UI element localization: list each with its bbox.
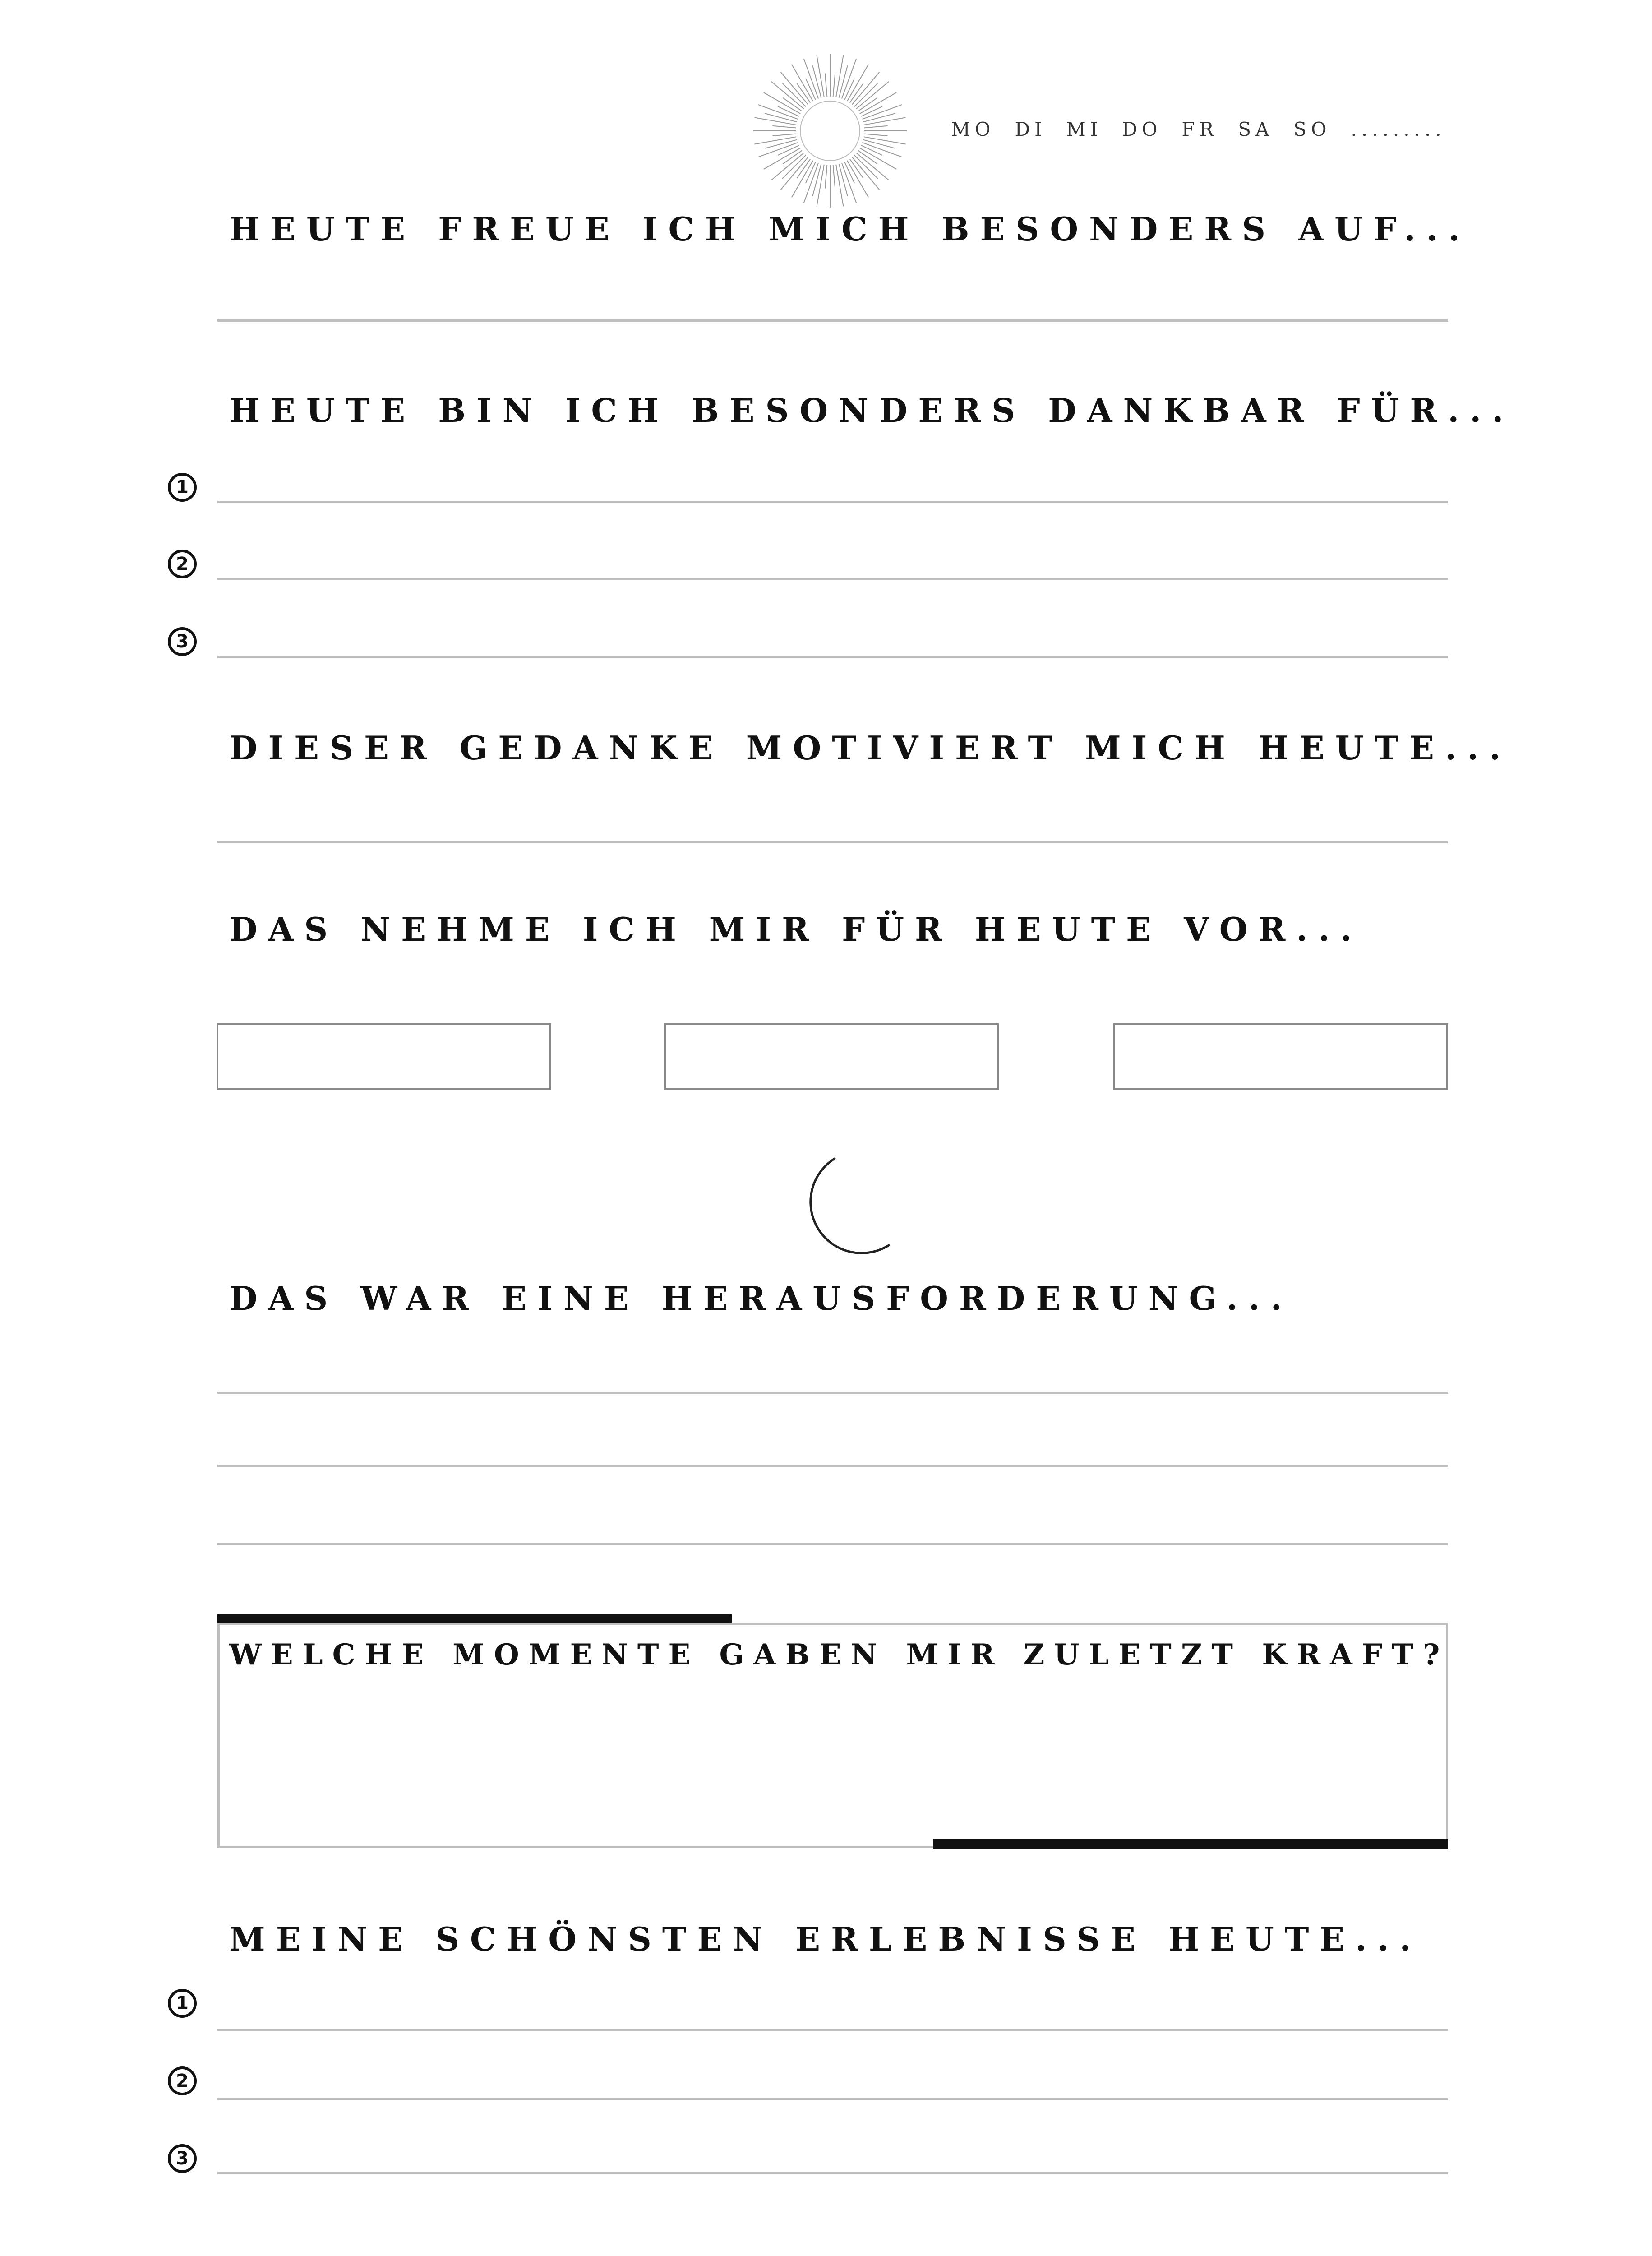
write-line-highlights-1[interactable] <box>217 2029 1448 2031</box>
heading-highlights: MEINE SCHÖNSTEN ERLEBNISSE HEUTE... <box>229 1920 1422 1958</box>
heading-reflection: WELCHE MOMENTE GABEN MIR ZULETZT KRAFT? <box>229 1638 1449 1672</box>
write-line-grateful-2[interactable] <box>217 578 1448 580</box>
sun-icon <box>749 50 911 212</box>
number-badge-2: 2 <box>168 2066 197 2095</box>
date-blank[interactable]: ......... <box>1351 118 1446 140</box>
heading-grateful: HEUTE BIN ICH BESONDERS DANKBAR FÜR... <box>229 391 1514 430</box>
write-line-motivation[interactable] <box>217 841 1448 843</box>
heading-looking-forward: HEUTE FREUE ICH MICH BESONDERS AUF... <box>229 210 1471 248</box>
write-line-challenge-3[interactable] <box>217 1543 1448 1545</box>
weekday-sa[interactable]: SA <box>1238 118 1274 140</box>
weekday-do[interactable]: DO <box>1122 118 1162 140</box>
plan-box-3[interactable] <box>1113 1023 1448 1090</box>
weekday-di[interactable]: DI <box>1015 118 1047 140</box>
heading-challenge: DAS WAR EINE HERAUSFORDERUNG... <box>229 1279 1293 1318</box>
weekday-mo[interactable]: MO <box>951 118 995 140</box>
weekday-mi[interactable]: MI <box>1066 118 1103 140</box>
plan-box-1[interactable] <box>217 1023 551 1090</box>
weekday-so[interactable]: SO <box>1293 118 1331 140</box>
weekday-fr[interactable]: FR <box>1181 118 1218 140</box>
number-badge-3: 3 <box>168 627 197 656</box>
heading-motivation: DIESER GEDANKE MOTIVIERT MICH HEUTE... <box>229 729 1512 767</box>
write-line-challenge-1[interactable] <box>217 1392 1448 1394</box>
heading-plans: DAS NEHME ICH MIR FÜR HEUTE VOR... <box>229 910 1363 948</box>
number-badge-3: 3 <box>168 2144 197 2173</box>
crescent-moon-icon <box>785 1155 893 1268</box>
number-badge-2: 2 <box>168 550 197 578</box>
write-line-highlights-3[interactable] <box>217 2172 1448 2174</box>
number-badge-1: 1 <box>168 1989 197 2018</box>
write-line-challenge-2[interactable] <box>217 1465 1448 1467</box>
write-line-grateful-3[interactable] <box>217 656 1448 658</box>
weekday-row <box>951 118 1446 140</box>
accent-bar-bottom <box>933 1839 1448 1849</box>
write-line-looking-forward[interactable] <box>217 319 1448 322</box>
plan-box-2[interactable] <box>664 1023 999 1090</box>
write-line-highlights-2[interactable] <box>217 2098 1448 2100</box>
number-badge-1: 1 <box>168 473 197 502</box>
write-line-grateful-1[interactable] <box>217 501 1448 503</box>
